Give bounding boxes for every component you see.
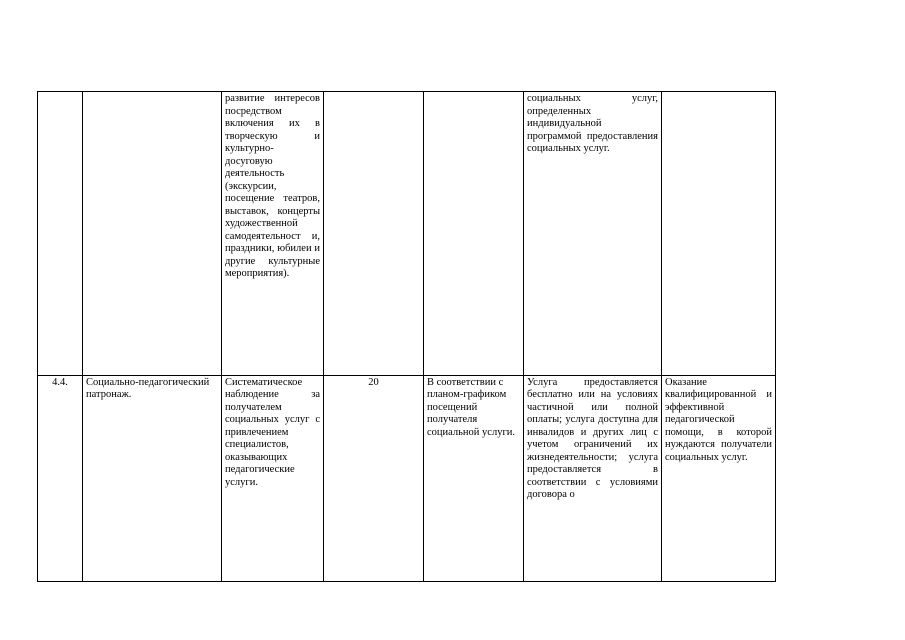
cell-conditions: Услуга предоставляется бесплатно или на условиях частичной или полной оплаты; услуга доступна для инвалидов и других лиц с учетом ограничений их жизнедеятельности; услуга предоставляется в соответствии с условиями договора о — [524, 375, 662, 581]
cell-conditions: социальных услуг, определенных индивидуальной программой предоставления социальных услуг. — [524, 92, 662, 376]
cell-number — [38, 92, 83, 376]
cell-service-name: Социально-педагогический патронаж. — [83, 375, 222, 581]
cell-volume — [324, 92, 424, 376]
table-row — [38, 375, 776, 581]
cell-timing — [424, 92, 524, 376]
cell-number: 4.4. — [38, 375, 83, 581]
cell-result — [662, 92, 776, 376]
cell-service-name — [83, 92, 222, 376]
cell-description: Систематическое наблюдение за получателем социальных услуг с привлечением специалистов, оказывающих педагогические услуги. — [222, 375, 324, 581]
cell-volume: 20 — [324, 375, 424, 581]
services-table — [37, 91, 776, 582]
cell-result: Оказание квалифицированной и эффективной педагогической помощи, в которой нуждаются получатели социальных услуг. — [662, 375, 776, 581]
table-row — [38, 92, 776, 376]
cell-timing: В соответствии с планом-графиком посещений получателя социальной услуги. — [424, 375, 524, 581]
cell-description: развитие интересов посредством включения их в творческую и культурно-досуговую деятельность (экскурсии, посещение театров, выставок, концерты художественной самодеятельност и, праздники, юбилеи и другие культурные мероприятия). — [222, 92, 324, 376]
